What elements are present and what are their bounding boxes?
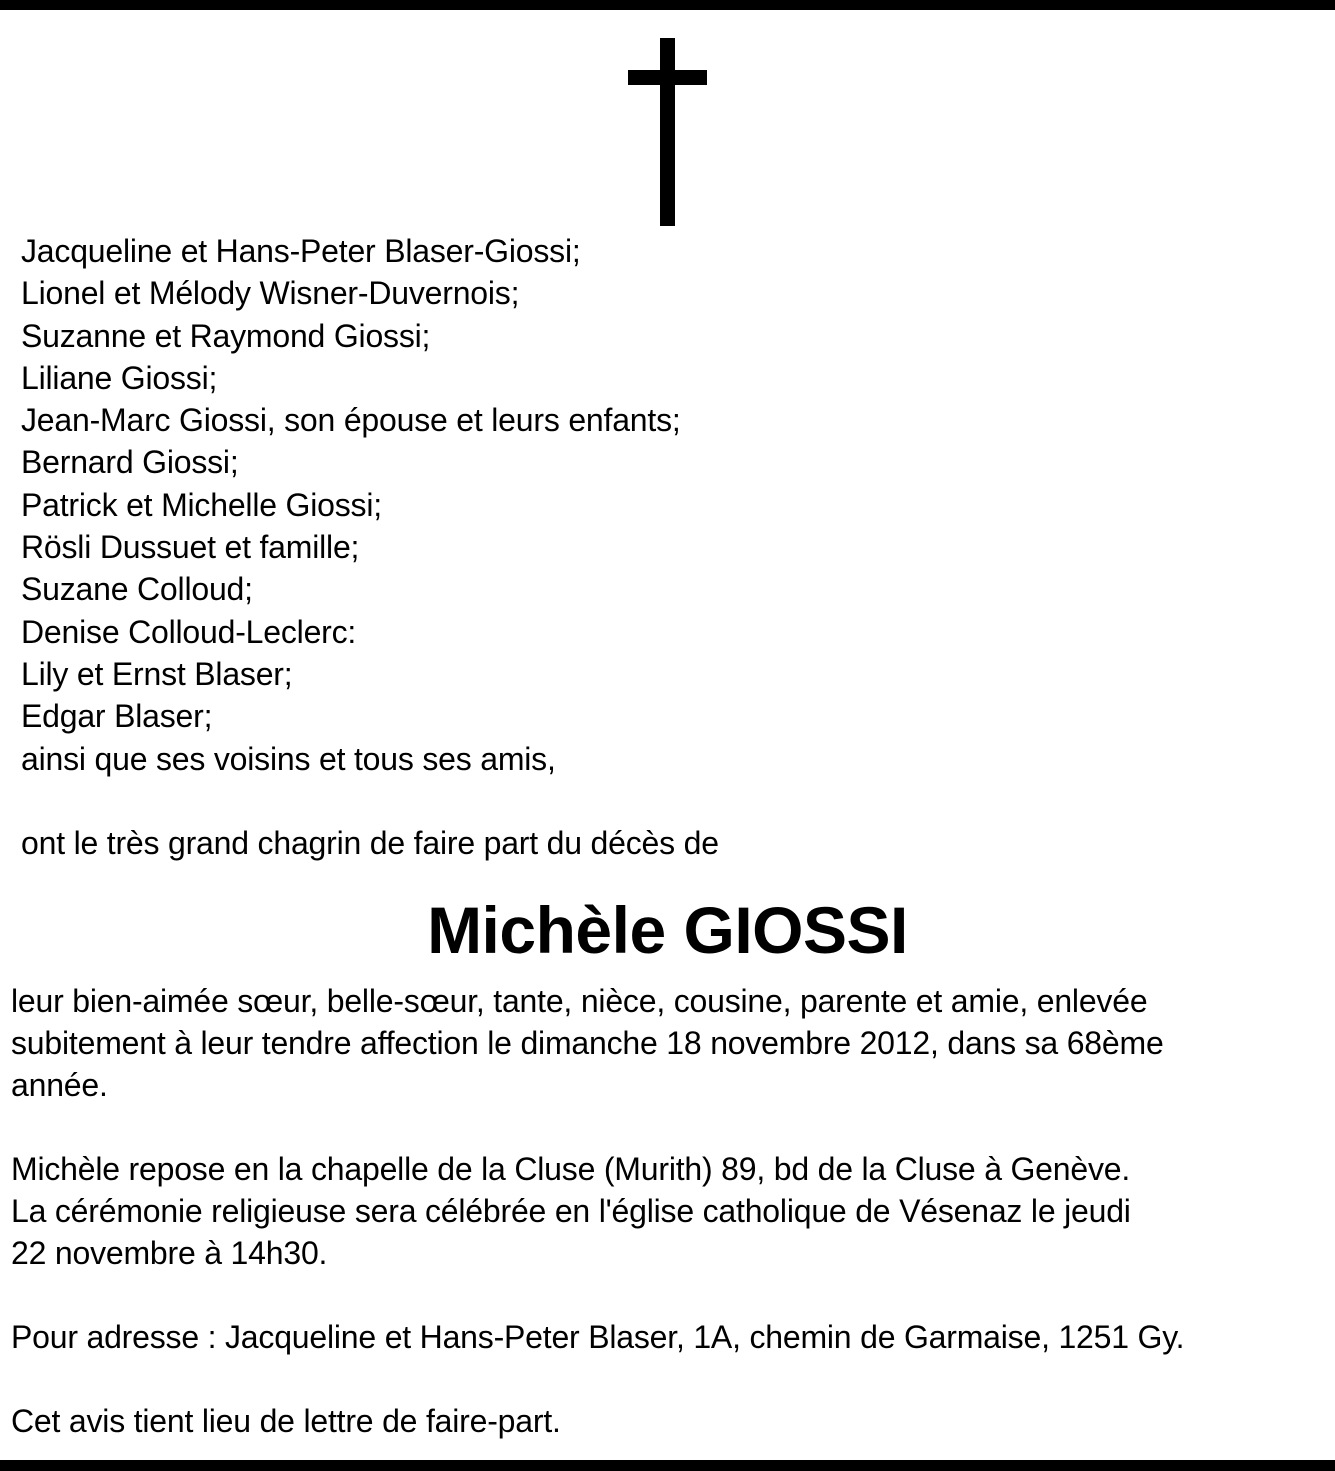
address-paragraph <box>11 1316 1311 1358</box>
ceremony-line: La cérémonie religieuse sera célébrée en l'église catholique de Vésenaz le jeudi <box>11 1193 1131 1229</box>
latin-cross-icon <box>628 38 707 226</box>
tribute-paragraph <box>11 980 1311 1106</box>
mourner-line: Bernard Giossi; <box>21 444 239 481</box>
closing-paragraph <box>11 1400 1311 1442</box>
mourner-line: Patrick et Michelle Giossi; <box>21 486 382 523</box>
ceremony-line: Michèle repose en la chapelle de la Cluse (Murith) 89, bd de la Cluse à Genève. <box>11 1151 1131 1187</box>
mourners-list <box>21 230 681 780</box>
mourner-line: Lionel et Mélody Wisner-Duvernois; <box>21 275 520 312</box>
mourner-line: Rösli Dussuet et famille; <box>21 529 360 566</box>
tribute-line: subitement à leur tendre affection le dimanche 18 novembre 2012, dans sa 68ème <box>11 1025 1164 1061</box>
tribute-line: leur bien-aimée sœur, belle-sœur, tante, nièce, cousine, parente et amie, enlevée <box>11 983 1148 1019</box>
cross-horizontal-bar <box>628 70 707 85</box>
ceremony-line: 22 novembre à 14h30. <box>11 1235 328 1271</box>
mourner-line: Edgar Blaser; <box>21 698 213 735</box>
ceremony-paragraph <box>11 1148 1311 1274</box>
cross-vertical-bar <box>660 38 675 226</box>
closing-line: Cet avis tient lieu de lettre de faire-part. <box>11 1403 561 1439</box>
top-border-rule <box>0 0 1335 10</box>
deceased-name-heading: Michèle GIOSSI <box>427 893 908 967</box>
mourner-line: Denise Colloud-Leclerc: <box>21 613 357 650</box>
mourner-line: Lily et Ernst Blaser; <box>21 655 293 692</box>
mourner-line: Suzanne et Raymond Giossi; <box>21 317 431 354</box>
announcement-text: ont le très grand chagrin de faire part du décès de <box>21 825 719 861</box>
mourner-line: Suzane Colloud; <box>21 571 253 608</box>
bottom-border-rule <box>0 1460 1335 1471</box>
mourner-line: Jacqueline et Hans-Peter Blaser-Giossi; <box>21 233 581 269</box>
tribute-line: année. <box>11 1067 108 1103</box>
address-line: Pour adresse : Jacqueline et Hans-Peter Blaser, 1A, chemin de Garmaise, 1251 Gy. <box>11 1319 1185 1355</box>
mourner-line: Jean-Marc Giossi, son épouse et leurs enfants; <box>21 402 681 439</box>
mourner-line: ainsi que ses voisins et tous ses amis, <box>21 740 556 777</box>
mourner-line: Liliane Giossi; <box>21 359 218 396</box>
